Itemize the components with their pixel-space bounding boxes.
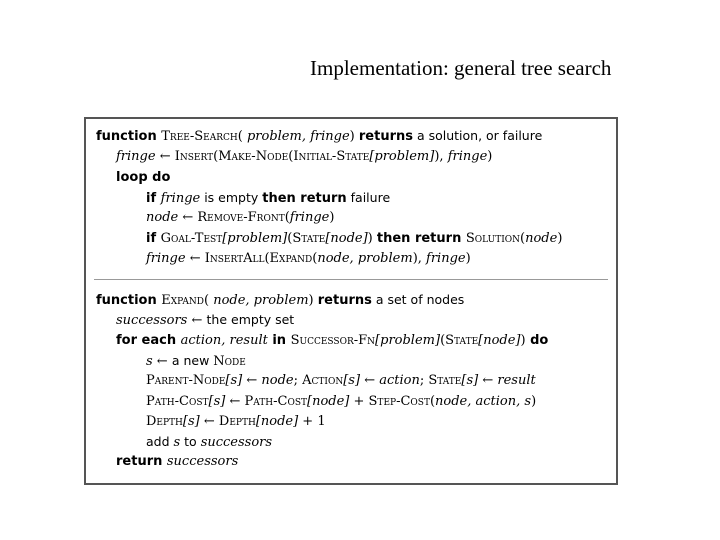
arrow: ←: [155, 149, 175, 164]
paren: ): [308, 293, 318, 308]
paren: (: [284, 210, 290, 225]
keyword: then return: [262, 191, 347, 206]
arrow: ←: [187, 313, 207, 328]
tree-search-line-2: [116, 148, 492, 165]
function-name: Step-Cost: [368, 394, 430, 409]
expand-line-9: [116, 453, 238, 470]
plus: +: [349, 394, 369, 409]
paren: ): [329, 210, 335, 225]
arguments: problem, fringe: [246, 129, 350, 144]
paren: ),: [434, 149, 448, 164]
tree-search-line-3: [116, 169, 170, 186]
keyword: return: [116, 454, 167, 469]
function-name: Insert: [174, 149, 214, 164]
expand-line-3: [116, 332, 548, 349]
function-name: State: [428, 373, 462, 388]
algorithm-box: [84, 117, 618, 485]
expand-line-7: [146, 413, 326, 430]
text: the empty set: [206, 312, 295, 327]
argument: node, problem: [317, 251, 413, 266]
separator: ;: [419, 373, 429, 388]
paren: ): [557, 231, 563, 246]
paren: ): [487, 149, 493, 164]
variable: s: [146, 354, 153, 369]
arguments: node, problem: [213, 293, 309, 308]
arrow: ←: [360, 373, 380, 388]
expand-header: [96, 291, 464, 309]
expand-line-4: [146, 352, 246, 370]
variable: successors: [116, 313, 188, 328]
text: a solution, or failure: [412, 128, 543, 143]
paren: (: [312, 251, 318, 266]
variable: successors: [166, 454, 239, 469]
argument: node: [525, 231, 558, 246]
argument: [s]: [208, 394, 226, 409]
expand-line-2: [116, 311, 294, 329]
keyword: if: [146, 191, 161, 206]
argument: fringe: [289, 210, 330, 225]
plus-one: + 1: [298, 414, 326, 429]
paren: (: [237, 129, 247, 144]
function-name: Remove-Front: [197, 210, 285, 225]
paren: (: [213, 149, 219, 164]
arrow: ←: [478, 373, 498, 388]
argument: [node]: [307, 394, 350, 409]
function-name: Parent-Node: [146, 373, 226, 388]
text: a set of nodes: [371, 292, 465, 307]
function-name: InsertAll: [204, 251, 265, 266]
argument: [node]: [255, 414, 299, 429]
function-name: Depth: [146, 414, 183, 429]
keyword: if: [146, 231, 161, 246]
keyword: function: [96, 293, 162, 308]
arrow: ←: [178, 210, 198, 225]
function-name: Solution: [465, 231, 521, 246]
paren: ),: [412, 251, 427, 266]
expand-line-6: [146, 393, 536, 410]
function-name: Node: [213, 354, 246, 369]
arrow: ←: [185, 251, 205, 266]
function-name: State: [292, 231, 326, 246]
variable: fringe: [116, 149, 156, 164]
function-name: Initial-State: [293, 149, 370, 164]
variable: s: [173, 435, 181, 450]
variable: fringe: [160, 191, 201, 206]
tree-search-line-7: [146, 250, 471, 267]
paren: (: [287, 231, 293, 246]
tree-search-line-5: [146, 209, 334, 226]
variable: fringe: [146, 251, 186, 266]
text: is empty: [200, 190, 263, 205]
paren: (: [520, 231, 526, 246]
function-name: Goal-Test: [160, 231, 223, 246]
tree-search-header: [96, 127, 542, 145]
keyword: function: [96, 129, 162, 144]
function-name: Expand: [269, 251, 313, 266]
paren: (: [203, 293, 214, 308]
argument: [s]: [343, 373, 361, 388]
keyword: returns: [358, 129, 413, 144]
keyword: loop do: [116, 170, 171, 185]
keyword: returns: [317, 293, 372, 308]
arrow: ←: [225, 394, 245, 409]
text: to: [180, 434, 201, 449]
variable: action: [379, 373, 420, 388]
function-name: Successor-Fn: [290, 333, 376, 348]
paren: (: [264, 251, 270, 266]
paren: ): [349, 129, 359, 144]
function-name: Depth: [218, 414, 256, 429]
arrow: ←: [242, 373, 262, 388]
variable: node: [261, 373, 294, 388]
paren: ): [531, 394, 537, 409]
arrow: ←: [152, 354, 172, 369]
tree-search-line-4: [146, 189, 390, 207]
function-name: State: [445, 333, 479, 348]
argument: [problem]: [375, 333, 441, 348]
keyword: in: [267, 333, 291, 348]
separator-line: [94, 279, 608, 280]
text: a new: [171, 353, 214, 368]
paren: (: [440, 333, 446, 348]
argument: [node]: [478, 333, 521, 348]
separator: ;: [293, 373, 303, 388]
argument: [node]: [325, 231, 368, 246]
paren: ): [520, 333, 526, 348]
variable: result: [497, 373, 536, 388]
function-name: Tree-Search: [161, 129, 238, 144]
argument: [s]: [182, 414, 200, 429]
text: add: [146, 434, 174, 449]
keyword: for each: [116, 333, 181, 348]
argument: [s]: [225, 373, 243, 388]
variable: action, result: [180, 333, 268, 348]
keyword: do: [525, 333, 549, 348]
function-name: Path-Cost: [146, 394, 209, 409]
function-name: Make-Node: [218, 149, 289, 164]
slide-title: Implementation: general tree search: [310, 56, 612, 80]
keyword: then return: [376, 231, 466, 246]
paren: ): [367, 231, 377, 246]
argument: [s]: [461, 373, 479, 388]
tree-search-line-6: [146, 230, 562, 247]
variable: node: [146, 210, 179, 225]
variable: fringe: [447, 149, 488, 164]
function-name: Action: [302, 373, 344, 388]
paren: (: [429, 394, 436, 409]
text: failure: [346, 190, 391, 205]
function-name: Path-Cost: [244, 394, 307, 409]
expand-line-8: [146, 433, 272, 451]
argument: [problem]: [369, 149, 435, 164]
paren: (: [288, 149, 294, 164]
variable: fringe: [426, 251, 466, 266]
expand-line-5: [146, 372, 536, 389]
variable: successors: [200, 435, 273, 450]
function-name: Expand: [161, 293, 204, 308]
argument: node, action, s: [435, 394, 532, 409]
arrow: ←: [199, 414, 219, 429]
argument: [problem]: [222, 231, 288, 246]
paren: ): [465, 251, 471, 266]
